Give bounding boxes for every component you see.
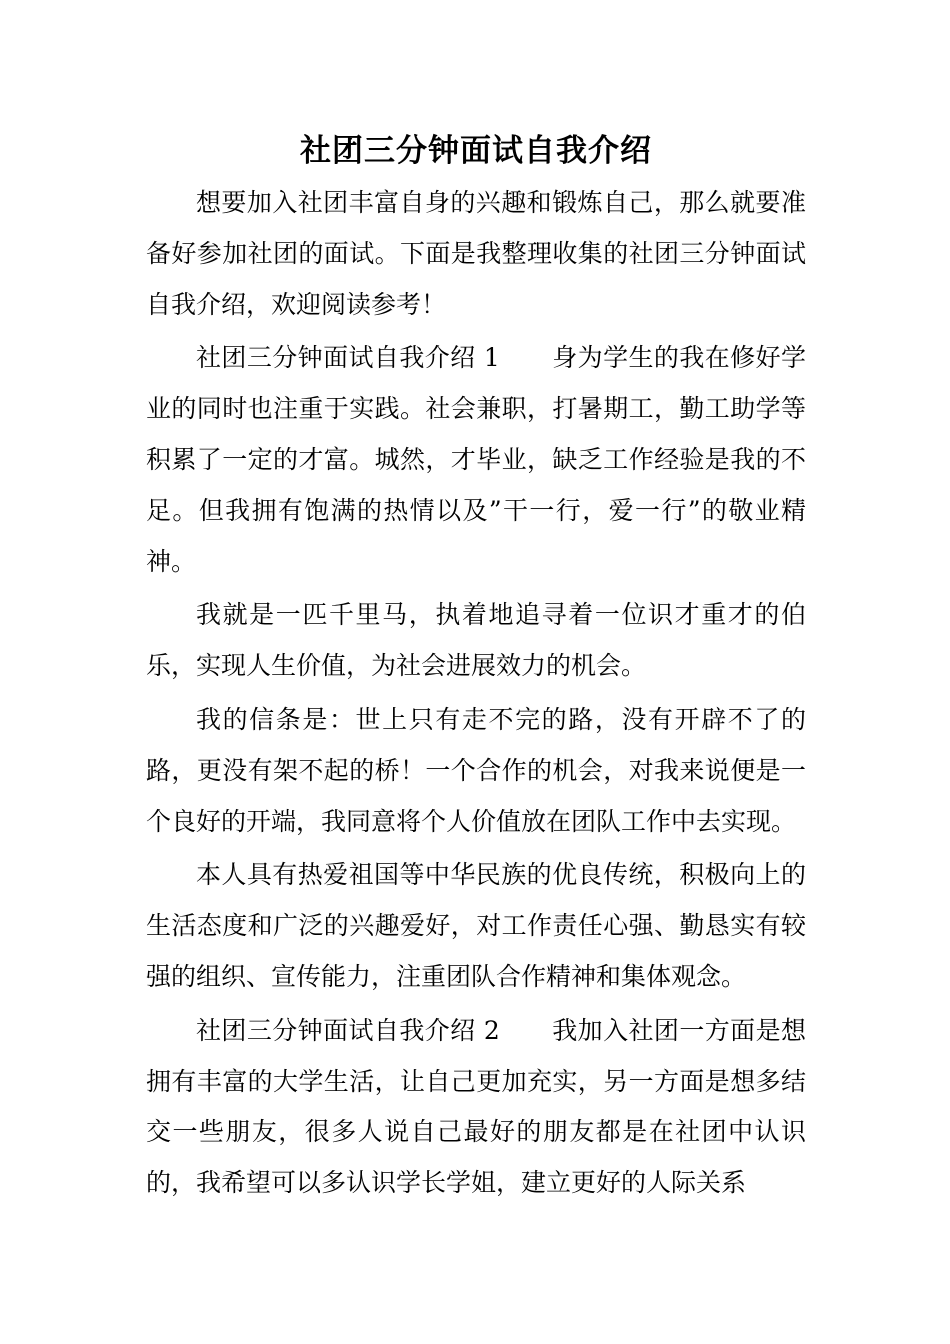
document-page — [146, 126, 806, 1212]
intro-paragraph: 想要加入社团丰富自身的兴趣和锻炼自己，那么就要准备好参加社团的面试。下面是我整理收集的社团三分钟面试自我介绍，欢迎阅读参考！ — [146, 188, 806, 319]
document-title: 社团三分钟面试自我介绍 — [300, 133, 652, 169]
section-1-paragraph — [146, 333, 806, 587]
section-1-text: 身为学生的我在修好学业的同时也注重于实践。社会兼职，打暑期工，勤工助学等积累了一定的才富。城然，才毕业，缺乏工作经验是我的不足。但我拥有饱满的热情以及”干一行，爱一行”的敬业精神。 — [146, 343, 806, 576]
section-2-heading: 社团三分钟面试自我介绍 2 — [196, 1015, 500, 1045]
body-paragraph: 我的信条是：世上只有走不完的路，没有开辟不了的路，更没有架不起的桥！一个合作的机会，对我来说便是一个良好的开端，我同意将个人价值放在团队工作中去实现。 — [146, 704, 806, 836]
body-paragraph: 本人具有热爱祖国等中华民族的优良传统，积极向上的生活态度和广泛的兴趣爱好，对工作责任心强、勤恳实有较强的组织、宣传能力，注重团队合作精神和集体观念。 — [146, 860, 806, 991]
section-1-heading: 社团三分钟面试自我介绍 1 — [196, 343, 500, 373]
section-2-paragraph — [146, 1006, 806, 1209]
body-paragraph: 我就是一匹千里马，执着地追寻着一位识才重才的伯乐，实现人生价值，为社会进展效力的机会。 — [146, 600, 806, 681]
section-2-text: 我加入社团一方面是想拥有丰富的大学生活，让自己更加充实，另一方面是想多结交一些朋友，很多人说自己最好的朋友都是在社团中认识的，我希望可以多认识学长学姐，建立更好的人际关系 — [146, 1015, 806, 1198]
